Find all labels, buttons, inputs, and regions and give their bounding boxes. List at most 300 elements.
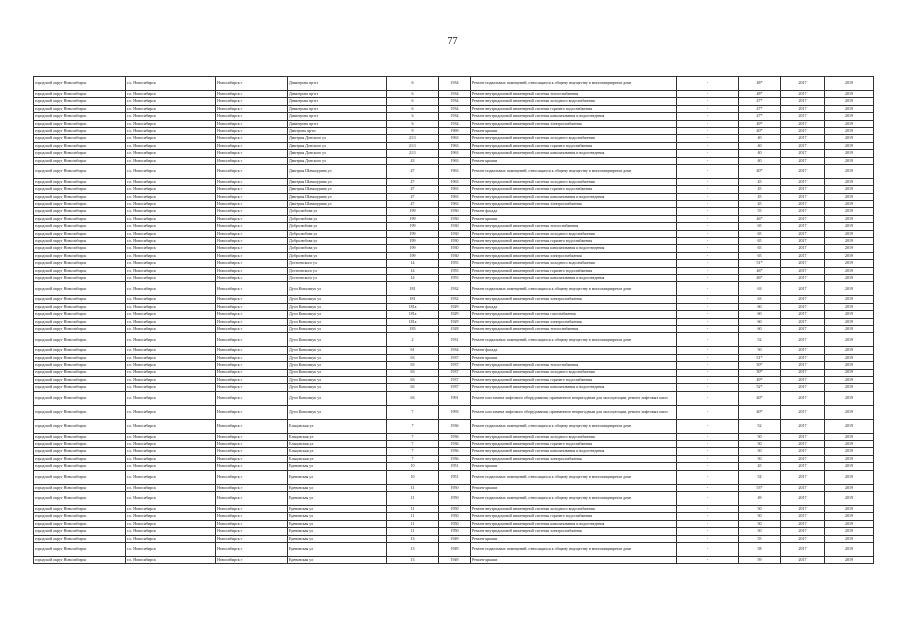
table-row bbox=[34, 333, 874, 347]
cell-house: 11 bbox=[387, 506, 439, 513]
cell-work-type: Ремонт внутридомовой инженерной системы канализования и водоотведения bbox=[471, 113, 677, 120]
cell-work-type: Ремонт подвальных помещений, относящихся к общему имуществу в многоквартирном доме bbox=[471, 282, 677, 296]
cell-dash: - bbox=[677, 186, 739, 193]
cell-area: 50 bbox=[739, 528, 781, 535]
cell-year-from: 2017 bbox=[781, 91, 825, 98]
cell-street: Дуси Ковальчук ул bbox=[288, 325, 387, 332]
cell-dash: - bbox=[677, 325, 739, 332]
cell-settlement: г.о. Новосибирск bbox=[126, 362, 216, 369]
cell-dash: - bbox=[677, 157, 739, 164]
cell-settlement: г.о. Новосибирск bbox=[126, 120, 216, 127]
cell-year-to: 2019 bbox=[825, 267, 874, 274]
cell-dash: - bbox=[677, 369, 739, 376]
cell-year: 1950 bbox=[439, 520, 471, 527]
table-body bbox=[34, 77, 874, 564]
cell-year: 1934 bbox=[439, 113, 471, 120]
cell-house: 47 bbox=[387, 193, 439, 200]
cell-settlement: г.о. Новосибирск bbox=[126, 528, 216, 535]
cell-year-from: 2017 bbox=[781, 484, 825, 491]
cell-dash: - bbox=[677, 91, 739, 98]
cell-work-type: Ремонт внутридомовой инженерной системы горячего водоснабжения bbox=[471, 267, 677, 274]
cell-house: 7 bbox=[387, 441, 439, 448]
cell-area: 59 bbox=[739, 556, 781, 563]
cell-dash: - bbox=[677, 142, 739, 149]
cell-street: Дуси Ковальчук ул bbox=[288, 303, 387, 310]
cell-year: 1955 bbox=[439, 274, 471, 281]
cell-work-type: Ремонт внутридомовой инженерной системы горячего водоснабжения bbox=[471, 142, 677, 149]
cell-municipality: городской округ Новосибирск bbox=[34, 142, 126, 149]
cell-street: Дуси Ковальчук ул bbox=[288, 405, 387, 419]
cell-year: 1934 bbox=[439, 120, 471, 127]
cell-settlement: г.о. Новосибирск bbox=[126, 77, 216, 91]
cell-locality: Новосибирск г bbox=[216, 318, 288, 325]
cell-house: 63 bbox=[387, 362, 439, 369]
cell-house: 11 bbox=[387, 513, 439, 520]
cell-year-from: 2017 bbox=[781, 223, 825, 230]
table-row bbox=[34, 120, 874, 127]
cell-settlement: г.о. Новосибирск bbox=[126, 193, 216, 200]
cell-municipality: городской округ Новосибирск bbox=[34, 230, 126, 237]
cell-dash: - bbox=[677, 362, 739, 369]
cell-year-to: 2019 bbox=[825, 252, 874, 259]
cell-house: 21/1 bbox=[387, 150, 439, 157]
cell-municipality: городской округ Новосибирск bbox=[34, 535, 126, 542]
cell-house: 199 bbox=[387, 215, 439, 222]
cell-dash: - bbox=[677, 318, 739, 325]
cell-area: 46* bbox=[739, 215, 781, 222]
cell-work-type: Ремонт внутридомовой инженерной системы холодного водоснабжения bbox=[471, 178, 677, 185]
cell-street: Дуси Ковальчук ул bbox=[288, 333, 387, 347]
cell-year-to: 2019 bbox=[825, 303, 874, 310]
cell-locality: Новосибирск г bbox=[216, 441, 288, 448]
cell-year: 1963 bbox=[439, 193, 471, 200]
cell-year-from: 2017 bbox=[781, 318, 825, 325]
cell-dash: - bbox=[677, 535, 739, 542]
cell-year-from: 2017 bbox=[781, 230, 825, 237]
cell-settlement: г.о. Новосибирск bbox=[126, 186, 216, 193]
cell-locality: Новосибирск г bbox=[216, 230, 288, 237]
cell-work-type: Ремонт крыши bbox=[471, 556, 677, 563]
cell-work-type: Ремонт крыши bbox=[471, 484, 677, 491]
cell-house: 7 bbox=[387, 405, 439, 419]
cell-municipality: городской округ Новосибирск bbox=[34, 542, 126, 556]
cell-locality: Новосибирск г bbox=[216, 506, 288, 513]
cell-house: 2 bbox=[387, 333, 439, 347]
cell-street: Дмитрия Донского ул bbox=[288, 150, 387, 157]
cell-year-from: 2017 bbox=[781, 520, 825, 527]
cell-street: Димитрова пр-кт bbox=[288, 113, 387, 120]
cell-work-type: Ремонт внутридомовой инженерной системы электроснабжения bbox=[471, 528, 677, 535]
cell-area: 65 bbox=[739, 245, 781, 252]
cell-year-from: 2017 bbox=[781, 105, 825, 112]
cell-settlement: г.о. Новосибирск bbox=[126, 433, 216, 440]
cell-house: 21/1 bbox=[387, 135, 439, 142]
table-row bbox=[34, 405, 874, 419]
cell-locality: Новосибирск г bbox=[216, 178, 288, 185]
cell-house: 7 bbox=[387, 448, 439, 455]
cell-municipality: городской округ Новосибирск bbox=[34, 164, 126, 178]
table-row bbox=[34, 230, 874, 237]
cell-year: 1931 bbox=[439, 333, 471, 347]
cell-house: 10 bbox=[387, 470, 439, 484]
cell-house: 7 bbox=[387, 419, 439, 433]
cell-work-type: Ремонт крыши bbox=[471, 535, 677, 542]
cell-area: 50 bbox=[739, 506, 781, 513]
cell-locality: Новосибирск г bbox=[216, 135, 288, 142]
cell-settlement: г.о. Новосибирск bbox=[126, 274, 216, 281]
cell-dash: - bbox=[677, 506, 739, 513]
cell-area: 52 bbox=[739, 333, 781, 347]
cell-house: 14 bbox=[387, 260, 439, 267]
cell-year-to: 2019 bbox=[825, 98, 874, 105]
cell-locality: Новосибирск г bbox=[216, 98, 288, 105]
cell-locality: Новосибирск г bbox=[216, 120, 288, 127]
cell-municipality: городской округ Новосибирск bbox=[34, 282, 126, 296]
cell-work-type: Ремонт подвальных помещений, относящихся к общему имуществу в многоквартирном доме bbox=[471, 333, 677, 347]
cell-year-to: 2019 bbox=[825, 274, 874, 281]
cell-street: Ельцовская ул bbox=[288, 455, 387, 462]
table-row bbox=[34, 215, 874, 222]
cell-work-type: Ремонт или замена лифтового оборудования, признанного непригодным для эксплуатации, ремонт лифтовых шахт bbox=[471, 405, 677, 419]
cell-municipality: городской округ Новосибирск bbox=[34, 223, 126, 230]
cell-municipality: городской округ Новосибирск bbox=[34, 463, 126, 470]
cell-locality: Новосибирск г bbox=[216, 354, 288, 361]
cell-work-type: Ремонт подвальных помещений, относящихся к общему имуществу в многоквартирном доме bbox=[471, 164, 677, 178]
cell-year: 1928 bbox=[439, 325, 471, 332]
cell-work-type: Ремонт крыши bbox=[471, 215, 677, 222]
cell-year-from: 2017 bbox=[781, 303, 825, 310]
cell-area: 45 bbox=[739, 178, 781, 185]
cell-locality: Новосибирск г bbox=[216, 419, 288, 433]
cell-area: 40* bbox=[739, 405, 781, 419]
table-row bbox=[34, 303, 874, 310]
cell-locality: Новосибирск г bbox=[216, 470, 288, 484]
cell-settlement: г.о. Новосибирск bbox=[126, 303, 216, 310]
table-row bbox=[34, 223, 874, 230]
cell-settlement: г.о. Новосибирск bbox=[126, 245, 216, 252]
cell-street: Достоевского ул bbox=[288, 260, 387, 267]
cell-year: 1930 bbox=[439, 252, 471, 259]
cell-locality: Новосибирск г bbox=[216, 325, 288, 332]
cell-year: 1932 bbox=[439, 296, 471, 303]
cell-year-to: 2019 bbox=[825, 391, 874, 405]
cell-area: 52* bbox=[739, 384, 781, 391]
cell-municipality: городской округ Новосибирск bbox=[34, 513, 126, 520]
cell-locality: Новосибирск г bbox=[216, 556, 288, 563]
cell-year-to: 2019 bbox=[825, 142, 874, 149]
cell-year-to: 2019 bbox=[825, 463, 874, 470]
cell-year-to: 2019 bbox=[825, 354, 874, 361]
cell-dash: - bbox=[677, 354, 739, 361]
cell-house: 63 bbox=[387, 384, 439, 391]
cell-locality: Новосибирск г bbox=[216, 535, 288, 542]
table-row bbox=[34, 484, 874, 491]
cell-area: 40* bbox=[739, 127, 781, 134]
cell-dash: - bbox=[677, 120, 739, 127]
cell-area: 40 bbox=[739, 142, 781, 149]
cell-work-type: Ремонт внутридомовой инженерной системы холодного водоснабжения bbox=[471, 369, 677, 376]
cell-municipality: городской округ Новосибирск bbox=[34, 215, 126, 222]
cell-year-from: 2017 bbox=[781, 369, 825, 376]
cell-dash: - bbox=[677, 556, 739, 563]
cell-year-to: 2019 bbox=[825, 318, 874, 325]
cell-work-type: Ремонт внутридомовой инженерной системы горячего водоснабжения bbox=[471, 105, 677, 112]
cell-area: 52 bbox=[739, 419, 781, 433]
cell-municipality: городской округ Новосибирск bbox=[34, 311, 126, 318]
cell-dash: - bbox=[677, 513, 739, 520]
cell-locality: Новосибирск г bbox=[216, 333, 288, 347]
cell-work-type: Ремонт внутридомовой инженерной системы теплоснабжения bbox=[471, 362, 677, 369]
cell-year-from: 2017 bbox=[781, 215, 825, 222]
cell-year-from: 2017 bbox=[781, 354, 825, 361]
cell-locality: Новосибирск г bbox=[216, 260, 288, 267]
cell-year: 1950 bbox=[439, 528, 471, 535]
cell-street: Добролюбова ул bbox=[288, 245, 387, 252]
cell-year-to: 2019 bbox=[825, 186, 874, 193]
table-row bbox=[34, 267, 874, 274]
cell-year: 1963 bbox=[439, 135, 471, 142]
cell-year-to: 2019 bbox=[825, 150, 874, 157]
cell-street: Добролюбова ул bbox=[288, 238, 387, 245]
cell-year-to: 2019 bbox=[825, 369, 874, 376]
cell-locality: Новосибирск г bbox=[216, 362, 288, 369]
cell-house: 13 bbox=[387, 535, 439, 542]
cell-year-to: 2019 bbox=[825, 492, 874, 506]
cell-year-to: 2019 bbox=[825, 135, 874, 142]
cell-year-from: 2017 bbox=[781, 252, 825, 259]
cell-work-type: Ремонт крыши bbox=[471, 127, 677, 134]
table-row bbox=[34, 325, 874, 332]
cell-dash: - bbox=[677, 333, 739, 347]
cell-locality: Новосибирск г bbox=[216, 267, 288, 274]
cell-dash: - bbox=[677, 77, 739, 91]
cell-year-to: 2019 bbox=[825, 164, 874, 178]
cell-municipality: городской округ Новосибирск bbox=[34, 186, 126, 193]
cell-locality: Новосибирск г bbox=[216, 463, 288, 470]
table-row bbox=[34, 91, 874, 98]
cell-work-type: Ремонт подвальных помещений, относящихся к общему имуществу в многоквартирном доме bbox=[471, 542, 677, 556]
cell-locality: Новосибирск г bbox=[216, 215, 288, 222]
cell-year-to: 2019 bbox=[825, 238, 874, 245]
cell-year-from: 2017 bbox=[781, 433, 825, 440]
cell-municipality: городской округ Новосибирск bbox=[34, 333, 126, 347]
cell-street: Дуси Ковальчук ул bbox=[288, 318, 387, 325]
cell-settlement: г.о. Новосибирск bbox=[126, 470, 216, 484]
cell-house: 199 bbox=[387, 223, 439, 230]
cell-street: Достоевского ул bbox=[288, 274, 387, 281]
cell-year-from: 2017 bbox=[781, 245, 825, 252]
cell-year: 1950 bbox=[439, 484, 471, 491]
table-row bbox=[34, 362, 874, 369]
cell-dash: - bbox=[677, 384, 739, 391]
cell-year-to: 2019 bbox=[825, 419, 874, 433]
table-row bbox=[34, 419, 874, 433]
cell-dash: - bbox=[677, 208, 739, 215]
table-row bbox=[34, 318, 874, 325]
cell-settlement: г.о. Новосибирск bbox=[126, 391, 216, 405]
cell-year-to: 2019 bbox=[825, 91, 874, 98]
cell-year-from: 2017 bbox=[781, 238, 825, 245]
cell-work-type: Ремонт внутридомовой инженерной системы теплоснабжения bbox=[471, 223, 677, 230]
cell-area: 55 bbox=[739, 208, 781, 215]
cell-year: 1993 bbox=[439, 405, 471, 419]
cell-year: 1934 bbox=[439, 105, 471, 112]
cell-dash: - bbox=[677, 470, 739, 484]
cell-house: 199 bbox=[387, 208, 439, 215]
cell-dash: - bbox=[677, 260, 739, 267]
cell-municipality: городской округ Новосибирск bbox=[34, 127, 126, 134]
cell-locality: Новосибирск г bbox=[216, 274, 288, 281]
cell-municipality: городской округ Новосибирск bbox=[34, 120, 126, 127]
table-row bbox=[34, 282, 874, 296]
cell-locality: Новосибирск г bbox=[216, 150, 288, 157]
cell-house: 11 bbox=[387, 520, 439, 527]
cell-locality: Новосибирск г bbox=[216, 113, 288, 120]
cell-house: 11 bbox=[387, 528, 439, 535]
cell-year: 1937 bbox=[439, 369, 471, 376]
cell-municipality: городской округ Новосибирск bbox=[34, 135, 126, 142]
cell-house: 14 bbox=[387, 267, 439, 274]
cell-settlement: г.о. Новосибирск bbox=[126, 325, 216, 332]
cell-area: 40* bbox=[739, 391, 781, 405]
cell-house: 11 bbox=[387, 484, 439, 491]
cell-street: Достоевского ул bbox=[288, 267, 387, 274]
cell-locality: Новосибирск г bbox=[216, 296, 288, 303]
cell-locality: Новосибирск г bbox=[216, 282, 288, 296]
cell-street: Димитрова пр-кт bbox=[288, 98, 387, 105]
cell-municipality: городской округ Новосибирск bbox=[34, 325, 126, 332]
cell-year: 1963 bbox=[439, 142, 471, 149]
table-row bbox=[34, 513, 874, 520]
cell-municipality: городской округ Новосибирск bbox=[34, 419, 126, 433]
cell-year-from: 2017 bbox=[781, 282, 825, 296]
cell-area: 60 bbox=[739, 325, 781, 332]
cell-settlement: г.о. Новосибирск bbox=[126, 238, 216, 245]
cell-year-from: 2017 bbox=[781, 178, 825, 185]
cell-settlement: г.о. Новосибирск bbox=[126, 230, 216, 237]
cell-settlement: г.о. Новосибирск bbox=[126, 455, 216, 462]
cell-area: 65 bbox=[739, 238, 781, 245]
cell-year: 1963 bbox=[439, 157, 471, 164]
cell-work-type: Ремонт внутридомовой инженерной системы горячего водоснабжения bbox=[471, 441, 677, 448]
cell-work-type: Ремонт фасада bbox=[471, 303, 677, 310]
cell-municipality: городской округ Новосибирск bbox=[34, 347, 126, 354]
cell-settlement: г.о. Новосибирск bbox=[126, 556, 216, 563]
cell-year: 1955 bbox=[439, 267, 471, 274]
cell-year-from: 2017 bbox=[781, 98, 825, 105]
cell-year-from: 2017 bbox=[781, 296, 825, 303]
cell-municipality: городской округ Новосибирск bbox=[34, 433, 126, 440]
cell-year-to: 2019 bbox=[825, 282, 874, 296]
cell-municipality: городской округ Новосибирск bbox=[34, 193, 126, 200]
cell-settlement: г.о. Новосибирск bbox=[126, 333, 216, 347]
cell-street: Дмитрова пр-кт bbox=[288, 127, 387, 134]
cell-settlement: г.о. Новосибирск bbox=[126, 376, 216, 383]
cell-year-to: 2019 bbox=[825, 333, 874, 347]
cell-work-type: Ремонт внутридомовой инженерной системы горячего водоснабжения bbox=[471, 376, 677, 383]
cell-municipality: городской округ Новосибирск bbox=[34, 77, 126, 91]
cell-area: 65 bbox=[739, 230, 781, 237]
cell-locality: Новосибирск г bbox=[216, 347, 288, 354]
cell-year: 1934 bbox=[439, 98, 471, 105]
cell-municipality: городской округ Новосибирск bbox=[34, 441, 126, 448]
cell-house: 6 bbox=[387, 105, 439, 112]
cell-municipality: городской округ Новосибирск bbox=[34, 252, 126, 259]
cell-year: 1937 bbox=[439, 384, 471, 391]
cell-house: 183 bbox=[387, 325, 439, 332]
cell-municipality: городской округ Новосибирск bbox=[34, 391, 126, 405]
cell-year: 1963 bbox=[439, 201, 471, 208]
table-row bbox=[34, 113, 874, 120]
cell-house: 181 bbox=[387, 296, 439, 303]
cell-year-to: 2019 bbox=[825, 506, 874, 513]
cell-dash: - bbox=[677, 98, 739, 105]
cell-settlement: г.о. Новосибирск bbox=[126, 157, 216, 164]
cell-street: Дуси Ковальчук ул bbox=[288, 282, 387, 296]
cell-municipality: городской округ Новосибирск bbox=[34, 238, 126, 245]
cell-street: Дуси Ковальчук ул bbox=[288, 311, 387, 318]
cell-area: 45 bbox=[739, 193, 781, 200]
cell-year: 1963 bbox=[439, 178, 471, 185]
table-row bbox=[34, 157, 874, 164]
cell-municipality: городской округ Новосибирск bbox=[34, 150, 126, 157]
cell-house: 47 bbox=[387, 201, 439, 208]
cell-municipality: городской округ Новосибирск bbox=[34, 260, 126, 267]
cell-year: 1936 bbox=[439, 433, 471, 440]
cell-street: Дуси Ковальчук ул bbox=[288, 384, 387, 391]
cell-year-to: 2019 bbox=[825, 347, 874, 354]
cell-dash: - bbox=[677, 311, 739, 318]
cell-settlement: г.о. Новосибирск bbox=[126, 282, 216, 296]
cell-municipality: городской округ Новосибирск bbox=[34, 506, 126, 513]
cell-municipality: городской округ Новосибирск bbox=[34, 484, 126, 491]
cell-year-from: 2017 bbox=[781, 463, 825, 470]
cell-house: 63 bbox=[387, 376, 439, 383]
table-row bbox=[34, 528, 874, 535]
cell-locality: Новосибирск г bbox=[216, 542, 288, 556]
cell-municipality: городской округ Новосибирск bbox=[34, 303, 126, 310]
cell-locality: Новосибирск г bbox=[216, 433, 288, 440]
cell-municipality: городской округ Новосибирск bbox=[34, 178, 126, 185]
cell-street: Ереванская ул bbox=[288, 513, 387, 520]
cell-locality: Новосибирск г bbox=[216, 77, 288, 91]
cell-settlement: г.о. Новосибирск bbox=[126, 223, 216, 230]
cell-municipality: городской округ Новосибирск bbox=[34, 98, 126, 105]
table-row bbox=[34, 274, 874, 281]
cell-area: 54 bbox=[739, 470, 781, 484]
cell-work-type: Ремонт внутридомовой инженерной системы горячего водоснабжения bbox=[471, 238, 677, 245]
cell-locality: Новосибирск г bbox=[216, 238, 288, 245]
cell-street: Добролюбова ул bbox=[288, 230, 387, 237]
cell-dash: - bbox=[677, 150, 739, 157]
cell-settlement: г.о. Новосибирск bbox=[126, 91, 216, 98]
cell-work-type: Ремонт внутридомовой инженерной системы канализования и водоотведения bbox=[471, 448, 677, 455]
cell-year-from: 2017 bbox=[781, 208, 825, 215]
cell-work-type: Ремонт крыши bbox=[471, 463, 677, 470]
cell-work-type: Ремонт внутридомовой инженерной системы холодного водоснабжения bbox=[471, 98, 677, 105]
cell-house: 199 bbox=[387, 230, 439, 237]
cell-street: Дуси Ковальчук ул bbox=[288, 369, 387, 376]
cell-street: Дмитрия Шамшурина ул bbox=[288, 186, 387, 193]
cell-work-type: Ремонт внутридомовой инженерной системы холодного водоснабжения bbox=[471, 230, 677, 237]
cell-house: 6 bbox=[387, 113, 439, 120]
cell-area: 63 bbox=[739, 296, 781, 303]
cell-municipality: городской округ Новосибирск bbox=[34, 470, 126, 484]
cell-year-from: 2017 bbox=[781, 470, 825, 484]
cell-year-from: 2017 bbox=[781, 135, 825, 142]
cell-year: 1930 bbox=[439, 223, 471, 230]
cell-locality: Новосибирск г bbox=[216, 201, 288, 208]
